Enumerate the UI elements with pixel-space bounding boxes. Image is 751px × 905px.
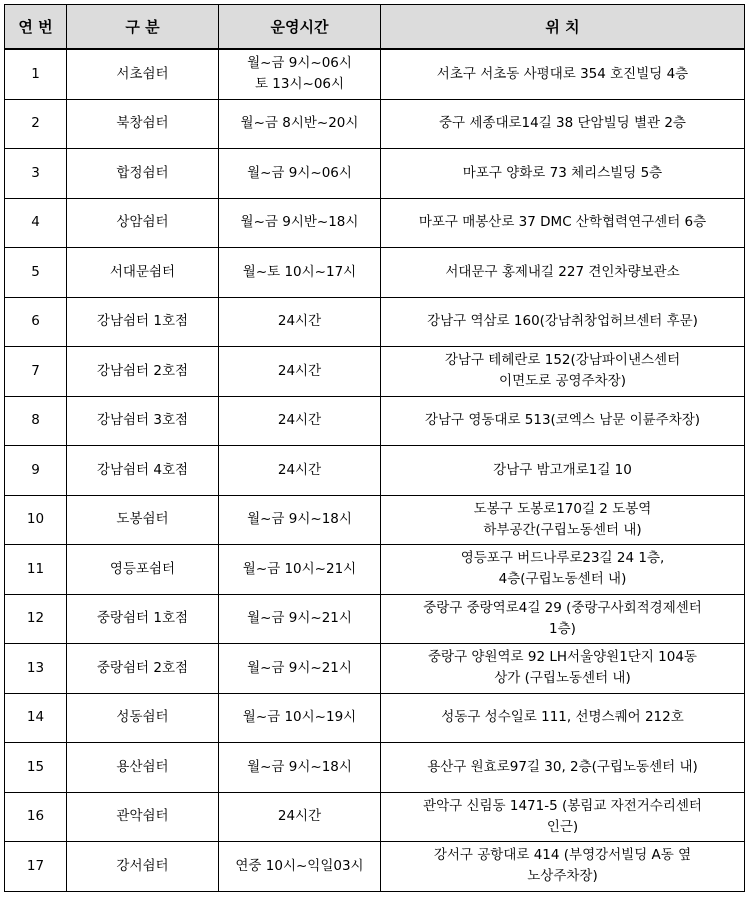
header-category: 구 분 (67, 5, 219, 50)
cell-name: 서초쉼터 (67, 49, 219, 99)
table-row (5, 446, 745, 496)
cell-hours: 월~금 9시~18시 (219, 495, 381, 545)
cell-location: 강서구 공항대로 414 (부영강서빌딩 A동 옆 노상주차장) (381, 842, 745, 892)
cell-name: 중랑쉼터 1호점 (67, 594, 219, 644)
cell-location: 중구 세종대로14길 38 단암빌딩 별관 2층 (381, 99, 745, 149)
cell-hours: 월~금 9시~06시 (219, 149, 381, 199)
table-row (5, 842, 745, 892)
cell-no: 3 (5, 149, 67, 199)
cell-no: 2 (5, 99, 67, 149)
cell-no: 6 (5, 297, 67, 347)
cell-name: 강서쉼터 (67, 842, 219, 892)
cell-location: 중랑구 양원역로 92 LH서울양원1단지 104동 상가 (구립노동센터 내) (381, 644, 745, 694)
cell-hours: 24시간 (219, 347, 381, 397)
cell-location: 중랑구 중랑역로4길 29 (중랑구사회적경제센터 1층) (381, 594, 745, 644)
cell-hours: 월~금 8시반~20시 (219, 99, 381, 149)
cell-no: 9 (5, 446, 67, 496)
table-row (5, 248, 745, 298)
cell-location: 용산구 원효로97길 30, 2층(구립노동센터 내) (381, 743, 745, 793)
cell-hours: 월~금 9시~21시 (219, 594, 381, 644)
cell-name: 영등포쉼터 (67, 545, 219, 595)
cell-hours: 연중 10시~익일03시 (219, 842, 381, 892)
cell-no: 1 (5, 49, 67, 99)
cell-location: 강남구 밤고개로1길 10 (381, 446, 745, 496)
shelter-table-container (4, 4, 745, 892)
cell-no: 12 (5, 594, 67, 644)
cell-no: 4 (5, 198, 67, 248)
cell-name: 강남쉼터 4호점 (67, 446, 219, 496)
cell-location: 관악구 신림동 1471-5 (봉림교 자전거수리센터 인근) (381, 792, 745, 842)
cell-location: 마포구 매봉산로 37 DMC 산학협력연구센터 6층 (381, 198, 745, 248)
table-row (5, 693, 745, 743)
cell-hours: 월~금 9시~06시 토 13시~06시 (219, 49, 381, 99)
cell-hours: 월~금 9시~18시 (219, 743, 381, 793)
cell-no: 7 (5, 347, 67, 397)
table-row (5, 743, 745, 793)
cell-location: 성동구 성수일로 111, 선명스퀘어 212호 (381, 693, 745, 743)
cell-hours: 월~금 9시~21시 (219, 644, 381, 694)
cell-hours: 월~토 10시~17시 (219, 248, 381, 298)
table-row (5, 49, 745, 99)
cell-name: 관악쉼터 (67, 792, 219, 842)
cell-location: 서대문구 홍제내길 227 견인차량보관소 (381, 248, 745, 298)
cell-location: 영등포구 버드나루로23길 24 1층, 4층(구립노동센터 내) (381, 545, 745, 595)
cell-location: 도봉구 도봉로170길 2 도봉역 하부공간(구립노동센터 내) (381, 495, 745, 545)
header-hours: 운영시간 (219, 5, 381, 50)
cell-name: 강남쉼터 3호점 (67, 396, 219, 446)
table-row (5, 396, 745, 446)
cell-location: 강남구 테헤란로 152(강남파이낸스센터 이면도로 공영주차장) (381, 347, 745, 397)
table-body (5, 49, 745, 891)
cell-name: 합정쉼터 (67, 149, 219, 199)
cell-hours: 24시간 (219, 792, 381, 842)
cell-location: 서초구 서초동 사평대로 354 호진빌딩 4층 (381, 49, 745, 99)
table-row (5, 149, 745, 199)
cell-hours: 월~금 10시~21시 (219, 545, 381, 595)
cell-name: 중랑쉼터 2호점 (67, 644, 219, 694)
header-no: 연 번 (5, 5, 67, 50)
cell-location: 강남구 역삼로 160(강남취창업허브센터 후문) (381, 297, 745, 347)
table-row (5, 495, 745, 545)
cell-name: 상암쉼터 (67, 198, 219, 248)
cell-no: 8 (5, 396, 67, 446)
shelter-table (4, 4, 745, 892)
cell-name: 서대문쉼터 (67, 248, 219, 298)
cell-hours: 24시간 (219, 446, 381, 496)
table-row (5, 545, 745, 595)
table-row (5, 99, 745, 149)
cell-no: 17 (5, 842, 67, 892)
table-header (5, 5, 745, 50)
cell-hours: 24시간 (219, 297, 381, 347)
cell-no: 15 (5, 743, 67, 793)
table-row (5, 792, 745, 842)
cell-no: 11 (5, 545, 67, 595)
cell-location: 강남구 영동대로 513(코엑스 남문 이륜주차장) (381, 396, 745, 446)
cell-location: 마포구 양화로 73 체리스빌딩 5층 (381, 149, 745, 199)
table-row (5, 297, 745, 347)
cell-hours: 24시간 (219, 396, 381, 446)
cell-hours: 월~금 10시~19시 (219, 693, 381, 743)
cell-name: 강남쉼터 1호점 (67, 297, 219, 347)
table-row (5, 594, 745, 644)
cell-name: 성동쉼터 (67, 693, 219, 743)
cell-name: 강남쉼터 2호점 (67, 347, 219, 397)
cell-no: 16 (5, 792, 67, 842)
cell-no: 14 (5, 693, 67, 743)
table-row (5, 198, 745, 248)
table-row (5, 644, 745, 694)
header-location: 위 치 (381, 5, 745, 50)
cell-no: 10 (5, 495, 67, 545)
cell-hours: 월~금 9시반~18시 (219, 198, 381, 248)
cell-name: 도봉쉼터 (67, 495, 219, 545)
cell-no: 5 (5, 248, 67, 298)
cell-no: 13 (5, 644, 67, 694)
cell-name: 북창쉼터 (67, 99, 219, 149)
table-row (5, 347, 745, 397)
cell-name: 용산쉼터 (67, 743, 219, 793)
header-row (5, 5, 745, 50)
